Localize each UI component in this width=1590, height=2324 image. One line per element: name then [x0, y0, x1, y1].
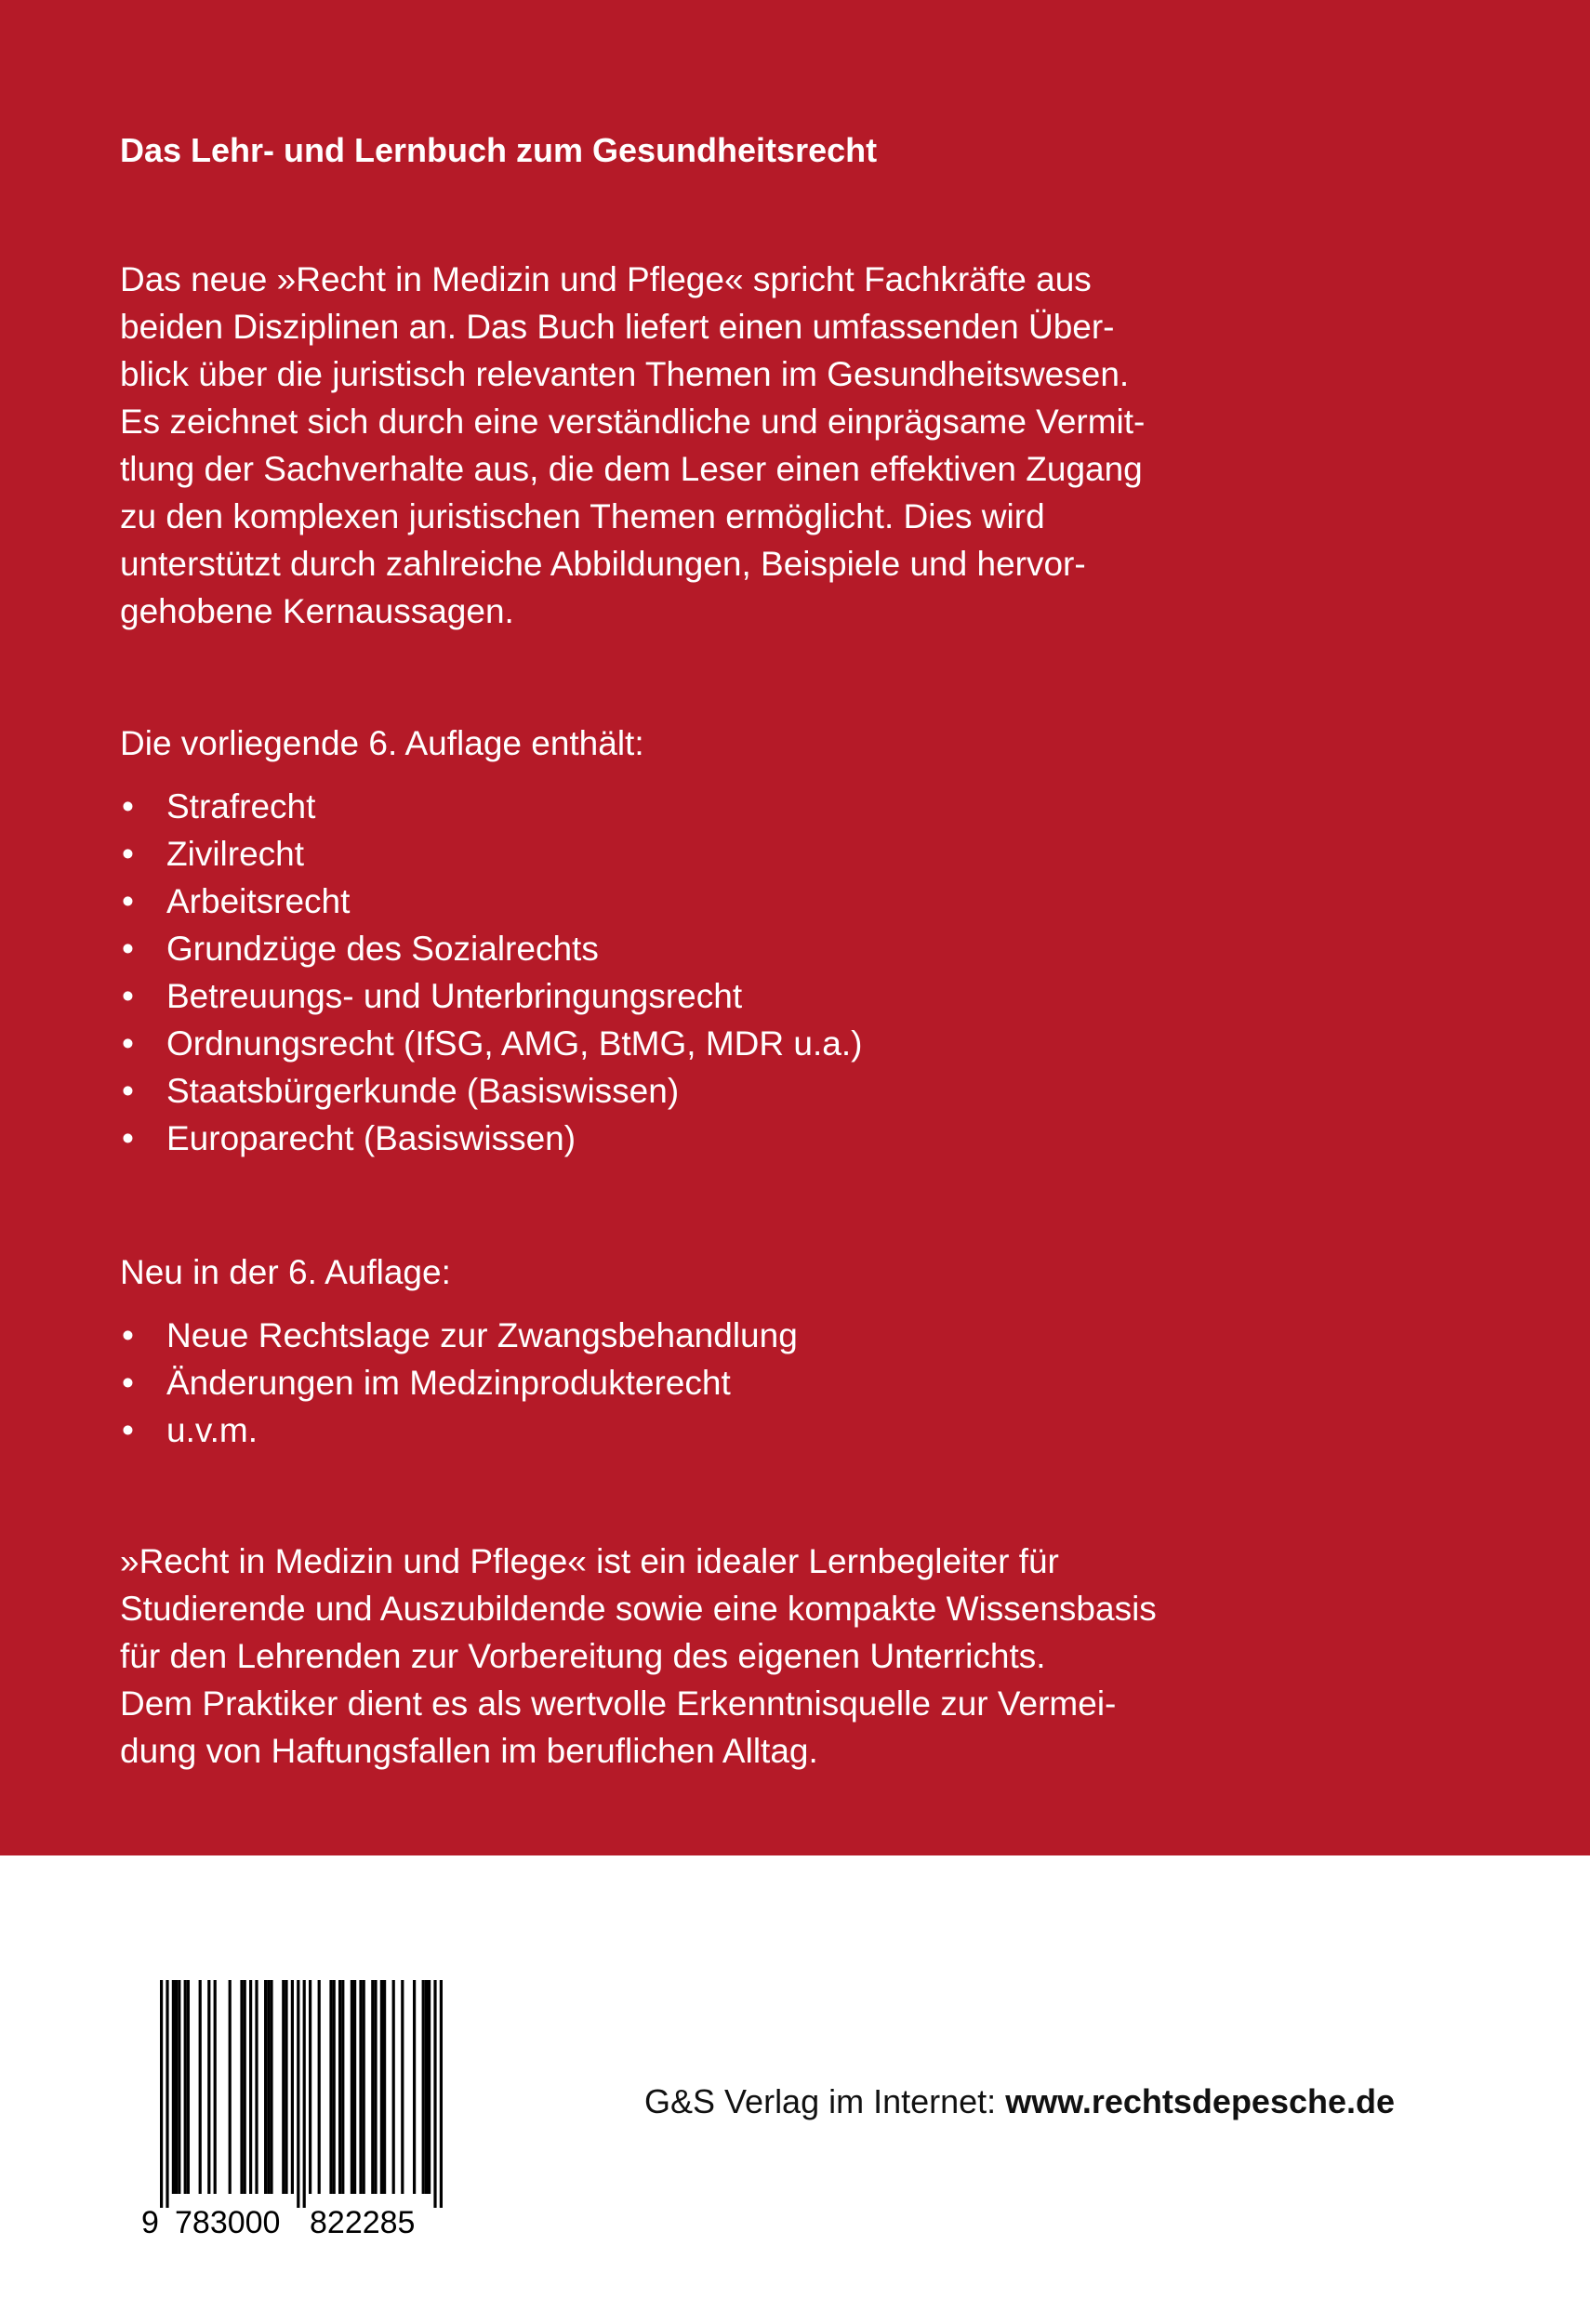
list-item: • Staatsbürgerkunde (Basiswissen) [120, 1067, 862, 1115]
text-line: Es zeichnet sich durch eine verständliche und einprägsame Vermit- [120, 403, 1146, 441]
barcode-bar [392, 1980, 395, 2194]
barcode-bar [240, 1980, 243, 2194]
text-line: für den Lehrenden zur Vorbereitung des eigenen Unterrichts. [120, 1637, 1046, 1675]
publisher-url[interactable]: www.rechtsdepesche.de [1005, 2082, 1396, 2120]
barcode-bar [353, 1980, 356, 2194]
barcode-bar [359, 1980, 362, 2194]
barcode-bar [187, 1980, 190, 2194]
barcode-bar [351, 1980, 353, 2194]
barcode-bar [338, 1980, 341, 2194]
text-line: blick über die juristisch relevanten Themen im Gesundheitswesen. [120, 355, 1130, 393]
barcode-bar [428, 1980, 431, 2194]
barcode-bar [380, 1980, 383, 2194]
barcode-bar [249, 1980, 252, 2194]
contents-list [120, 783, 862, 1162]
barcode-bar [282, 1980, 285, 2194]
barcode-right-digits: 822285 [310, 2205, 416, 2240]
barcode-bar [178, 1980, 180, 2194]
new-heading: Neu in der 6. Auflage: [120, 1253, 451, 1291]
list-item: • u.v.m. [120, 1406, 798, 1454]
barcode-bar [341, 1980, 344, 2194]
list-item: • Europarecht (Basiswissen) [120, 1115, 862, 1162]
list-item: • Arbeitsrecht [120, 878, 862, 925]
barcode-bar [166, 1980, 168, 2208]
barcode-bar [413, 1980, 416, 2194]
new-items-list [120, 1312, 798, 1454]
text-line: zu den komplexen juristischen Themen ermöglicht. Dies wird [120, 497, 1045, 535]
barcode-bar [374, 1980, 377, 2194]
barcode-bar [285, 1980, 287, 2194]
barcode-bar [363, 1980, 365, 2194]
tagline-heading: Das Lehr- und Lernbuch zum Gesundheitsrecht [120, 131, 878, 169]
barcode-bar [297, 1980, 299, 2208]
text-line: dung von Haftungsfallen im beruflichen Alltag. [120, 1732, 818, 1770]
barcode-bar [303, 1980, 306, 2208]
barcode-bar [401, 1980, 404, 2194]
text-line: gehobene Kernaussagen. [120, 592, 514, 630]
list-item: • Strafrecht [120, 783, 862, 830]
list-item: • Änderungen im Medzinprodukterecht [120, 1359, 798, 1406]
barcode-bar [329, 1980, 332, 2194]
barcode-bar [422, 1980, 425, 2194]
barcode-left-digits: 783000 [175, 2205, 281, 2240]
text-line: Dem Praktiker dient es als wertvolle Erkenntnisquelle zur Vermei- [120, 1684, 1117, 1723]
barcode-bar [229, 1980, 232, 2194]
text-line: beiden Disziplinen an. Das Buch liefert einen umfassenden Über- [120, 308, 1115, 346]
barcode-bar [175, 1980, 178, 2194]
text-line: »Recht in Medizin und Pflege« ist ein idealer Lernbegleiter für [120, 1542, 1059, 1580]
list-item: • Grundzüge des Sozialrechts [120, 925, 862, 972]
barcode-bar [160, 1980, 163, 2208]
contents-heading: Die vorliegende 6. Auflage enthält: [120, 724, 644, 762]
barcode-bar [184, 1980, 187, 2194]
isbn-barcode [139, 1980, 446, 2240]
barcode-bar [433, 1980, 436, 2208]
barcode-bar [214, 1980, 217, 2194]
barcode-bar [371, 1980, 374, 2194]
list-item: • Neue Rechtslage zur Zwangsbehandlung [120, 1312, 798, 1359]
barcode-bar [383, 1980, 386, 2194]
list-item: • Ordnungsrecht (IfSG, AMG, BtMG, MDR u.a.) [120, 1020, 862, 1067]
barcode-bar [264, 1980, 267, 2194]
barcode-bar [440, 1980, 443, 2208]
text-line: Das neue »Recht in Medizin und Pflege« spricht Fachkräfte aus [120, 260, 1092, 298]
text-line: unterstützt durch zahlreiche Abbildungen, Beispiele und hervor- [120, 545, 1086, 583]
barcode-bar [425, 1980, 428, 2194]
barcode-bar [172, 1980, 175, 2194]
list-item: • Betreuungs- und Unterbringungsrecht [120, 972, 862, 1020]
barcode-bar [267, 1980, 270, 2194]
outro-paragraph [120, 1538, 1157, 1775]
barcode-first-digit: 9 [141, 2205, 159, 2240]
text-line: tlung der Sachverhalte aus, die dem Leser einen effektiven Zugang [120, 450, 1143, 488]
barcode-bar [309, 1980, 311, 2194]
text-line: Studierende und Auszubildende sowie eine kompakte Wissensbasis [120, 1590, 1157, 1628]
barcode-bar [291, 1980, 294, 2194]
list-item: • Zivilrecht [120, 830, 862, 878]
barcode-bar [318, 1980, 321, 2194]
intro-paragraph [120, 256, 1145, 635]
barcode-bar [270, 1980, 272, 2194]
barcode-bar [199, 1980, 202, 2194]
barcode-bar [244, 1980, 246, 2194]
publisher-line [644, 2082, 1395, 2121]
barcode-bar [255, 1980, 258, 2194]
barcode-bar [207, 1980, 210, 2194]
publisher-label: G&S Verlag im Internet: [644, 2082, 997, 2120]
barcode-bar [333, 1980, 336, 2194]
